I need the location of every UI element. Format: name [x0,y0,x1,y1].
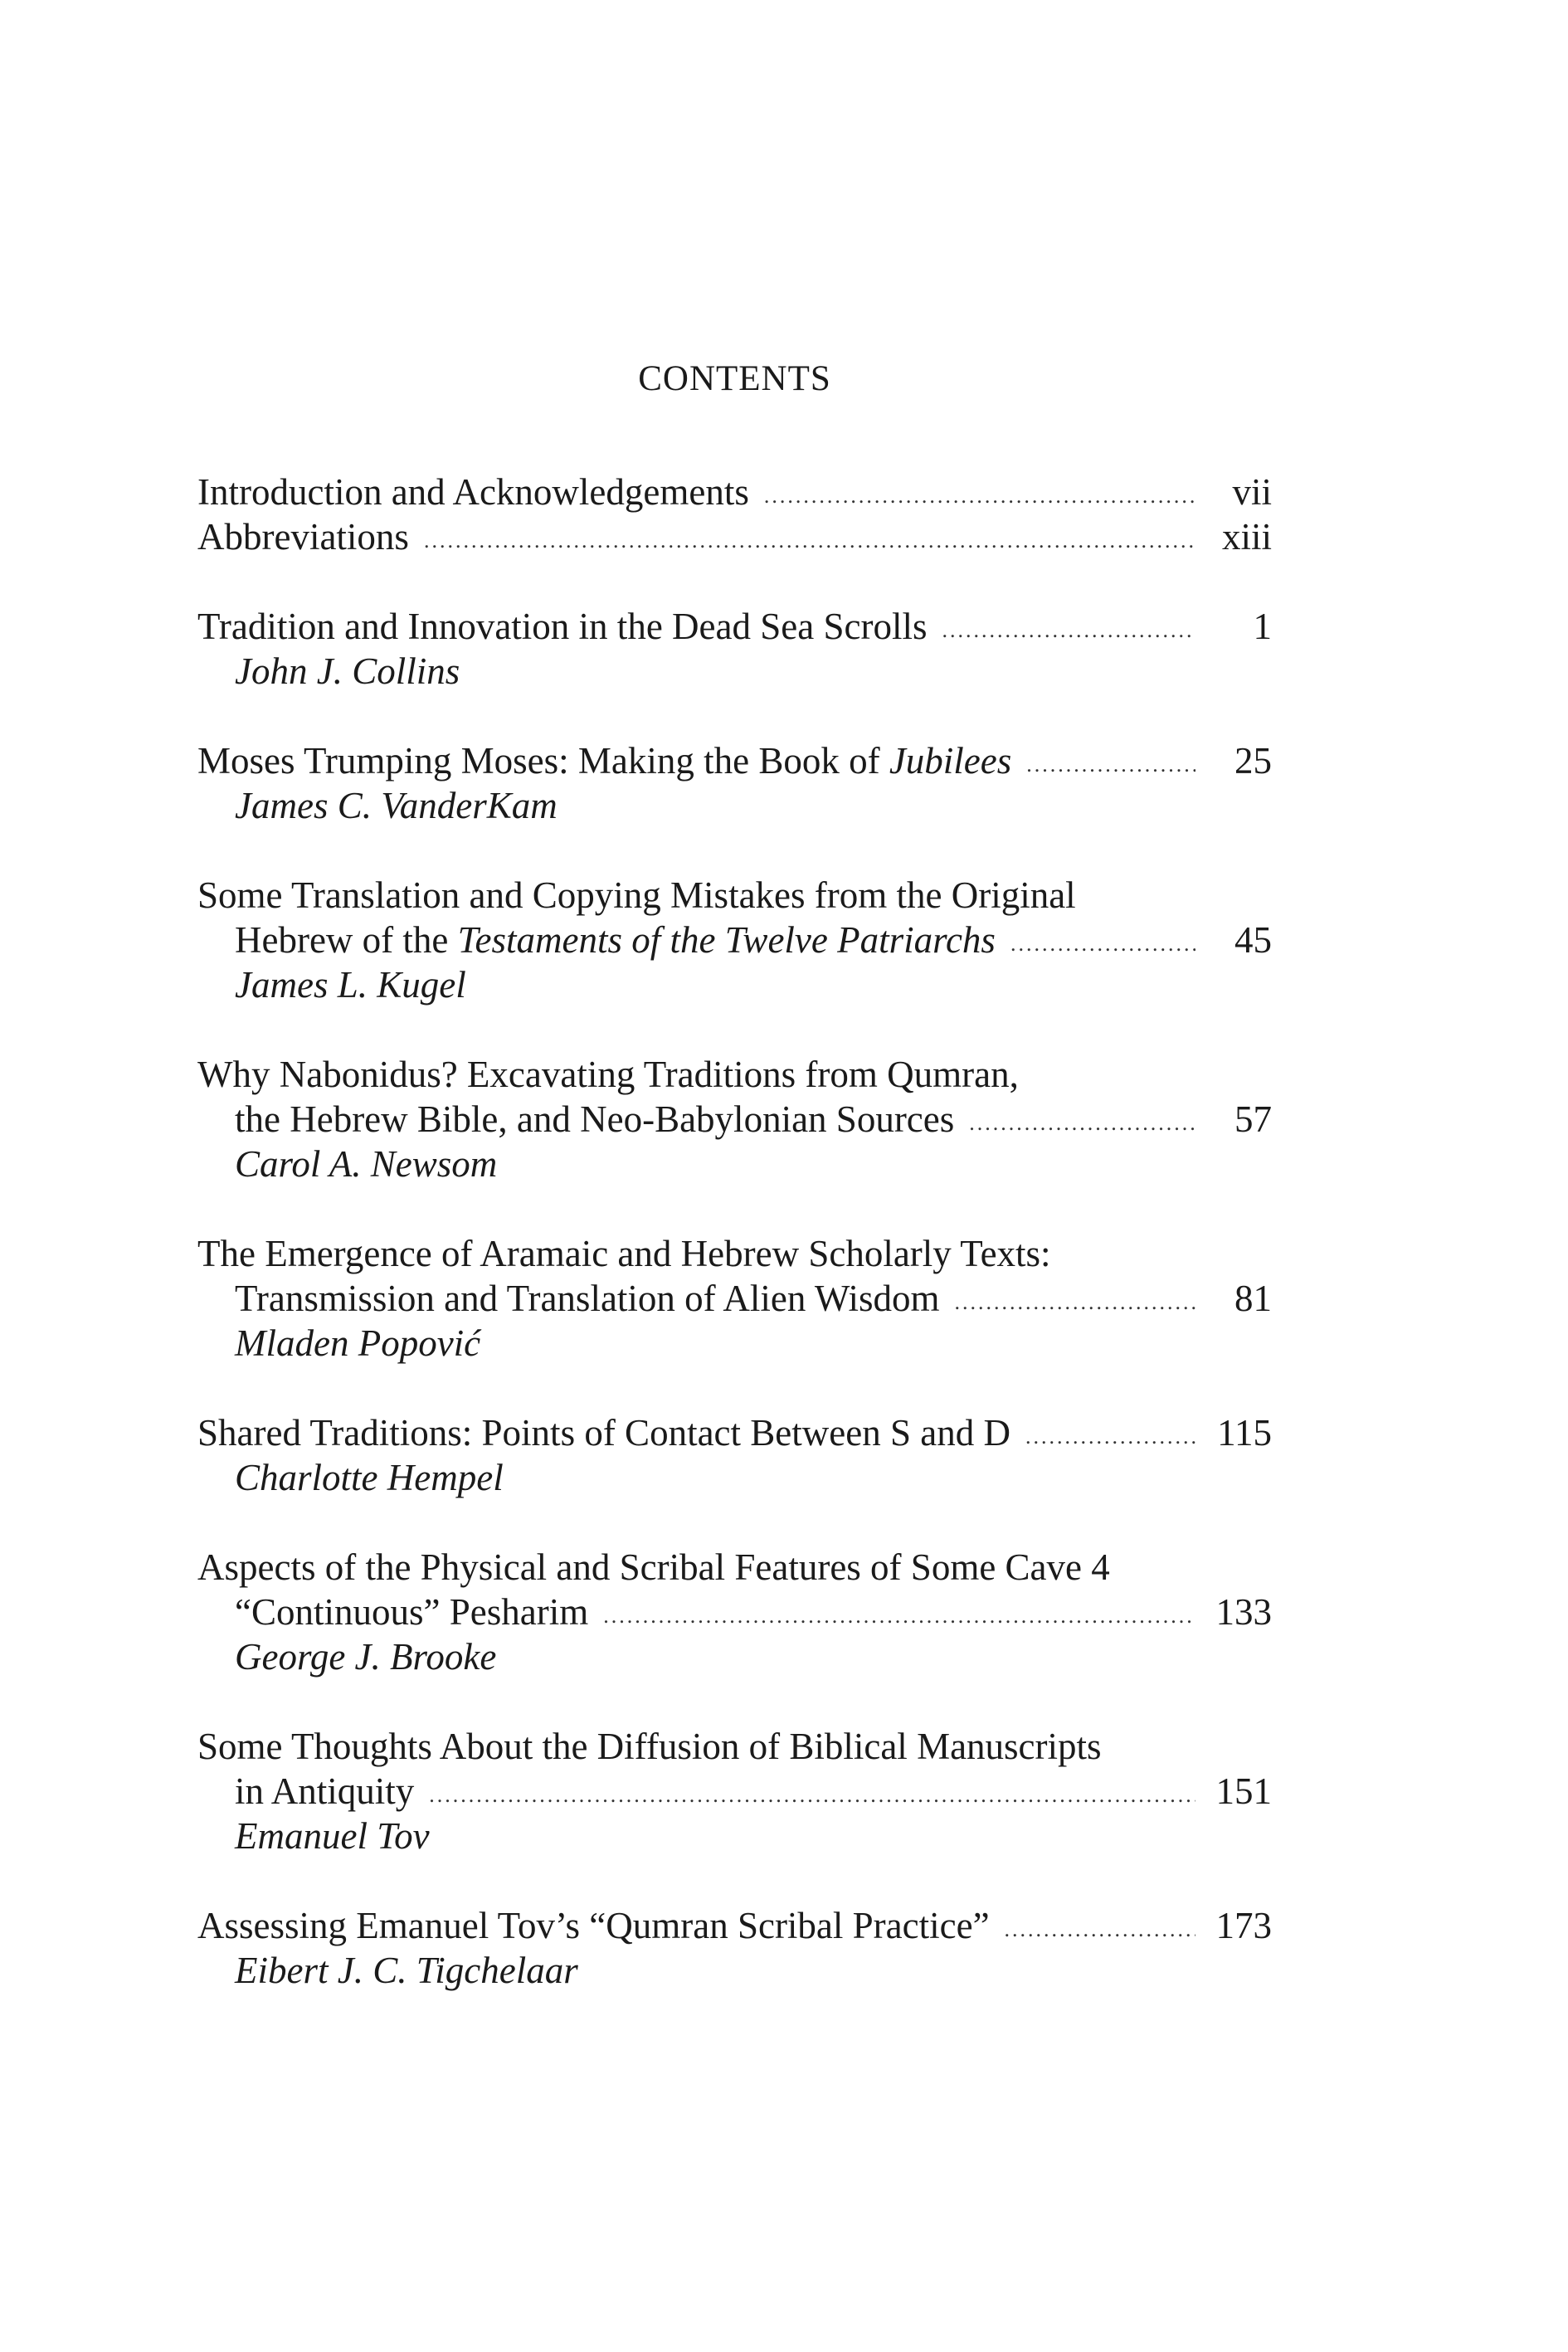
dot-leader [603,1594,1195,1639]
toc-entry-title: Tradition and Innovation in the Dead Sea Scrolls [197,606,928,647]
toc-page-number: 57 [1234,1098,1272,1140]
toc-page-number: 115 [1217,1412,1272,1454]
toc-page-number: 25 [1234,740,1272,782]
dot-leader [1005,1907,1195,1952]
toc-entry-author: Charlotte Hempel [235,1457,504,1498]
toc-entry-abbreviations[interactable] [197,514,1272,559]
toc-entry-title: Some Translation and Copying Mistakes from the Original [197,874,1076,916]
toc-entry-title: Aspects of the Physical and Scribal Features of Some Cave 4 [197,1546,1110,1588]
toc-entry-author: Emanuel Tov [235,1815,430,1857]
toc-entry-popovic[interactable] [197,1231,1272,1366]
toc-entry-title-continued: Transmission and Translation of Alien Wisdom [235,1278,940,1319]
dot-leader [955,1280,1195,1325]
dot-leader [1025,1415,1195,1459]
page-title-wrap [197,358,1272,399]
toc-entry-title: Shared Traditions: Points of Contact Between S and D [197,1412,1010,1454]
dot-leader [942,608,1195,653]
toc-entry-title-continued: the Hebrew Bible, and Neo-Babylonian Sources [235,1098,955,1140]
toc-entry-title-continued: Hebrew of the Testaments of the Twelve Patriarchs [235,919,996,961]
toc-entry-author: Mladen Popović [235,1322,481,1364]
toc-entry-brooke[interactable] [197,1545,1272,1679]
toc-page-number: vii [1232,471,1272,513]
table-of-contents [197,470,1272,1993]
toc-entry-vanderkam[interactable] [197,738,1272,828]
dot-leader [429,1773,1195,1818]
toc-entry-kugel[interactable] [197,873,1272,1007]
spacer [197,1186,1272,1231]
toc-entry-author: James C. VanderKam [235,785,558,826]
toc-entry-author: James L. Kugel [235,964,466,1006]
toc-page-number: 173 [1215,1905,1272,1946]
toc-entry-title: Why Nabonidus? Excavating Traditions from Qumran, [197,1054,1019,1095]
toc-entry-author: John J. Collins [235,650,460,692]
dot-leader [764,474,1195,519]
dot-leader [1026,743,1195,787]
toc-entry-newsom[interactable] [197,1052,1272,1186]
spacer [197,1858,1272,1903]
toc-entry-title: Some Thoughts About the Diffusion of Biblical Manuscripts [197,1726,1102,1767]
toc-entry-title: Abbreviations [197,516,409,558]
toc-page-number: 1 [1253,606,1272,647]
toc-page-number: 151 [1215,1770,1272,1812]
dot-leader [1010,922,1195,967]
toc-page-number: xiii [1221,516,1272,558]
spacer [197,1366,1272,1410]
toc-entry-title: The Emergence of Aramaic and Hebrew Scholarly Texts: [197,1233,1051,1274]
spacer [197,1679,1272,1724]
toc-entry-tigchelaar[interactable] [197,1903,1272,1993]
toc-entry-author: George J. Brooke [235,1636,497,1678]
toc-entry-introduction[interactable] [197,470,1272,514]
toc-entry-title-continued: in Antiquity [235,1770,415,1812]
spacer [197,828,1272,873]
page-title: CONTENTS [638,359,831,398]
spacer [197,559,1272,604]
toc-entry-title: Introduction and Acknowledgements [197,471,749,513]
toc-entry-title: Moses Trumping Moses: Making the Book of Jubilees [197,740,1012,782]
toc-entry-collins[interactable] [197,604,1272,694]
toc-entry-hempel[interactable] [197,1410,1272,1500]
toc-entry-author: Carol A. Newsom [235,1143,498,1185]
toc-entry-author: Eibert J. C. Tigchelaar [235,1950,578,1991]
dot-leader [969,1101,1195,1146]
toc-page-number: 45 [1234,919,1272,961]
toc-page-number: 81 [1234,1278,1272,1319]
toc-entry-title: Assessing Emanuel Tov’s “Qumran Scribal Practice” [197,1905,990,1946]
toc-entry-tov[interactable] [197,1724,1272,1858]
spacer [197,694,1272,738]
spacer [197,1007,1272,1052]
dot-leader [424,519,1195,563]
spacer [197,1500,1272,1545]
toc-entry-title-continued: “Continuous” Pesharim [235,1591,589,1633]
toc-page-number: 133 [1215,1591,1272,1633]
